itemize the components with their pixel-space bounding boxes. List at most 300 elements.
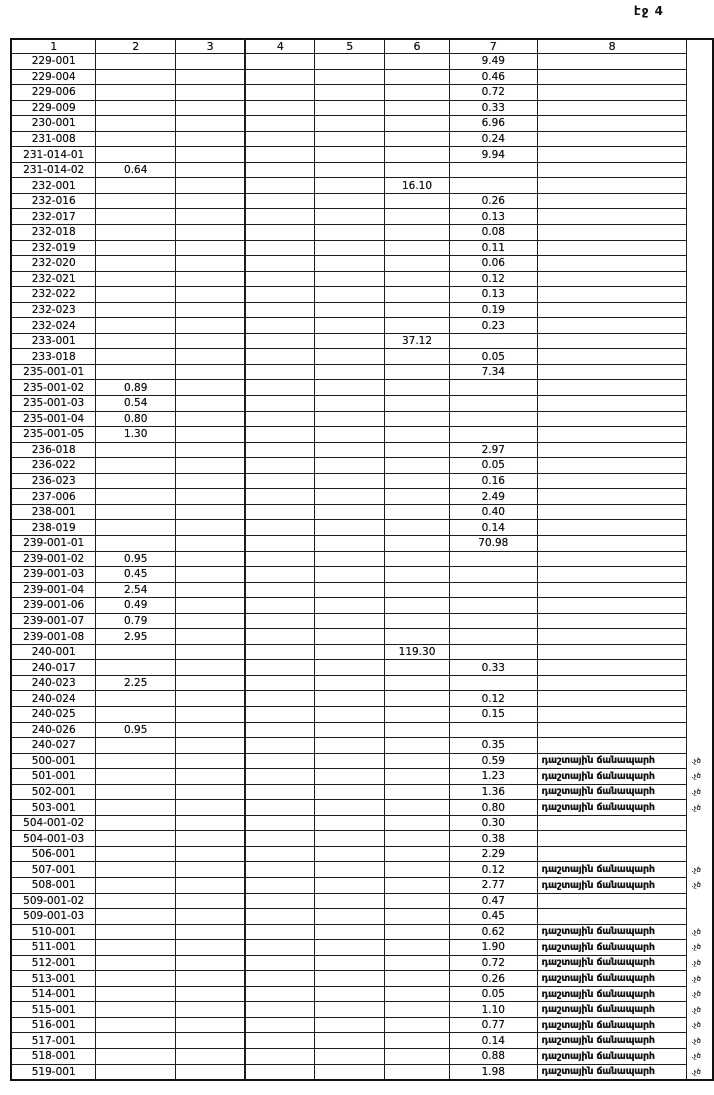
value-cell: 0.35 (449, 738, 537, 754)
margin-annotation (687, 318, 713, 334)
value-cell (385, 504, 450, 520)
value-cell (176, 738, 246, 754)
value-cell (385, 909, 450, 925)
value-cell (385, 162, 450, 178)
value-cell (385, 1064, 450, 1080)
value-cell (315, 504, 385, 520)
value-cell (449, 551, 537, 567)
parcel-code-cell: 511-001 (11, 940, 96, 956)
value-cell: 1.10 (449, 1002, 537, 1018)
value-cell (385, 722, 450, 738)
value-cell (385, 769, 450, 785)
table-row (11, 396, 713, 412)
value-cell (245, 69, 315, 85)
value-cell (315, 800, 385, 816)
value-cell: 0.12 (449, 271, 537, 287)
value-cell (176, 815, 246, 831)
parcel-code-cell: 239-001-01 (11, 535, 96, 551)
value-cell (176, 442, 246, 458)
parcel-code-cell: 231-008 (11, 131, 96, 147)
parcel-code-cell: 508-001 (11, 877, 96, 893)
margin-annotation: .չծ (691, 943, 701, 952)
value-cell: 0.79 (96, 613, 176, 629)
column-header-2: 2 (96, 39, 176, 54)
parcel-code-cell: 239-001-03 (11, 567, 96, 583)
margin-annotation (687, 69, 713, 85)
table-row (11, 178, 713, 194)
value-cell: 7.34 (449, 364, 537, 380)
margin-annotation (687, 815, 713, 831)
value-cell (385, 660, 450, 676)
value-cell (385, 396, 450, 412)
value-cell (315, 535, 385, 551)
value-cell (176, 629, 246, 645)
margin-annotation (687, 738, 713, 754)
value-cell (245, 567, 315, 583)
value-cell: 0.14 (449, 1033, 537, 1049)
value-cell (385, 613, 450, 629)
value-cell (176, 100, 246, 116)
parcel-code-cell: 236-023 (11, 473, 96, 489)
value-cell (96, 753, 176, 769)
table-row (11, 54, 713, 70)
value-cell (245, 256, 315, 272)
value-cell (385, 629, 450, 645)
value-cell: 0.08 (449, 225, 537, 241)
value-cell (245, 1002, 315, 1018)
value-cell (385, 240, 450, 256)
margin-annotation (687, 209, 713, 225)
parcel-code-cell: 235-001-02 (11, 380, 96, 396)
column-header-4: 4 (245, 39, 315, 54)
value-cell (96, 318, 176, 334)
value-cell (385, 209, 450, 225)
land-type-cell (537, 893, 687, 909)
value-cell (176, 240, 246, 256)
table-row (11, 1064, 713, 1080)
value-cell: 0.38 (449, 831, 537, 847)
margin-annotation: .չծ (691, 756, 701, 765)
margin-annotation: .չծ (691, 881, 701, 890)
table-row (11, 877, 713, 893)
value-cell (245, 349, 315, 365)
value-cell (245, 162, 315, 178)
margin-annotation (687, 520, 713, 536)
value-cell (245, 271, 315, 287)
value-cell (385, 831, 450, 847)
value-cell (315, 209, 385, 225)
value-cell: 2.77 (449, 877, 537, 893)
value-cell (315, 520, 385, 536)
value-cell: 0.06 (449, 256, 537, 272)
value-cell (176, 302, 246, 318)
margin-annotation: .չծ (691, 958, 701, 967)
value-cell (245, 722, 315, 738)
value-cell (176, 613, 246, 629)
value-cell (176, 256, 246, 272)
value-cell: 9.94 (449, 147, 537, 163)
value-cell (315, 1033, 385, 1049)
parcel-code-cell: 232-001 (11, 178, 96, 194)
value-cell (176, 349, 246, 365)
value-cell (315, 411, 385, 427)
margin-annotation (687, 256, 713, 272)
table-row (11, 209, 713, 225)
value-cell (385, 971, 450, 987)
value-cell (245, 396, 315, 412)
value-cell (315, 582, 385, 598)
land-type-cell (537, 831, 687, 847)
value-cell (385, 1049, 450, 1065)
table-row (11, 380, 713, 396)
value-cell: 0.80 (96, 411, 176, 427)
parcel-code-cell: 510-001 (11, 924, 96, 940)
parcel-code-cell: 239-001-06 (11, 598, 96, 614)
page-number-label: էջ 4 (633, 4, 664, 18)
value-cell (96, 271, 176, 287)
margin-annotation: .չծ (691, 990, 701, 999)
value-cell (385, 489, 450, 505)
land-type-cell (537, 504, 687, 520)
value-cell (96, 240, 176, 256)
value-cell (245, 691, 315, 707)
value-cell (96, 458, 176, 474)
table-row (11, 971, 713, 987)
value-cell (385, 1033, 450, 1049)
land-type-cell (537, 287, 687, 303)
value-cell: 0.16 (449, 473, 537, 489)
value-cell (245, 473, 315, 489)
value-cell (176, 940, 246, 956)
value-cell (385, 1017, 450, 1033)
value-cell: 0.72 (449, 85, 537, 101)
parcel-code-cell: 519-001 (11, 1064, 96, 1080)
margin-annotation (687, 489, 713, 505)
margin-annotation (687, 178, 713, 194)
value-cell (96, 1002, 176, 1018)
land-type-cell (537, 644, 687, 660)
value-cell (176, 769, 246, 785)
value-cell (315, 831, 385, 847)
margin-annotation (687, 644, 713, 660)
value-cell: 0.59 (449, 753, 537, 769)
land-type-cell (537, 380, 687, 396)
value-cell (176, 846, 246, 862)
value-cell (245, 675, 315, 691)
margin-annotation (687, 442, 713, 458)
value-cell (245, 986, 315, 1002)
value-cell (385, 147, 450, 163)
margin-annotation (687, 598, 713, 614)
value-cell (315, 893, 385, 909)
value-cell (385, 364, 450, 380)
value-cell: 0.62 (449, 924, 537, 940)
table-row (11, 162, 713, 178)
table-row (11, 1017, 713, 1033)
table-row (11, 271, 713, 287)
value-cell (385, 691, 450, 707)
value-cell (315, 924, 385, 940)
table-row (11, 411, 713, 427)
value-cell (176, 722, 246, 738)
land-type-cell: դաշտային ճանապարհ (537, 1064, 687, 1080)
parcel-code-cell: 239-001-02 (11, 551, 96, 567)
value-cell (96, 131, 176, 147)
value-cell (176, 877, 246, 893)
parcel-code-cell: 239-001-04 (11, 582, 96, 598)
value-cell: 0.46 (449, 69, 537, 85)
value-cell (315, 100, 385, 116)
value-cell: 2.54 (96, 582, 176, 598)
table-row (11, 489, 713, 505)
margin-annotation: .չծ (691, 1005, 701, 1014)
value-cell (385, 738, 450, 754)
value-cell: 2.25 (96, 675, 176, 691)
parcel-code-cell: 240-026 (11, 722, 96, 738)
value-cell (96, 535, 176, 551)
land-type-cell (537, 178, 687, 194)
parcel-code-cell: 231-014-02 (11, 162, 96, 178)
margin-annotation (687, 613, 713, 629)
table-row (11, 613, 713, 629)
table-row (11, 629, 713, 645)
value-cell: 0.05 (449, 349, 537, 365)
parcel-code-cell: 239-001-07 (11, 613, 96, 629)
value-cell (245, 85, 315, 101)
value-cell (245, 193, 315, 209)
value-cell (245, 535, 315, 551)
value-cell (315, 489, 385, 505)
margin-annotation (687, 85, 713, 101)
table-row (11, 706, 713, 722)
value-cell (315, 302, 385, 318)
margin-annotation (687, 162, 713, 178)
value-cell (315, 909, 385, 925)
value-cell: 1.36 (449, 784, 537, 800)
value-cell (245, 54, 315, 70)
value-cell (385, 116, 450, 132)
margin-annotation (687, 411, 713, 427)
value-cell (315, 862, 385, 878)
value-cell (96, 738, 176, 754)
value-cell (385, 100, 450, 116)
table-row (11, 85, 713, 101)
parcel-code-cell: 507-001 (11, 862, 96, 878)
value-cell (96, 489, 176, 505)
margin-annotation (687, 691, 713, 707)
value-cell (96, 504, 176, 520)
value-cell (315, 256, 385, 272)
value-cell (96, 1017, 176, 1033)
value-cell (245, 862, 315, 878)
parcel-code-cell: 233-001 (11, 333, 96, 349)
margin-annotation: .չծ (691, 974, 701, 983)
parcel-code-cell: 509-001-03 (11, 909, 96, 925)
value-cell (315, 85, 385, 101)
land-type-cell (537, 815, 687, 831)
parcel-code-cell: 232-017 (11, 209, 96, 225)
table-row (11, 815, 713, 831)
value-cell (245, 924, 315, 940)
value-cell (385, 551, 450, 567)
value-cell: 2.29 (449, 846, 537, 862)
margin-annotation (687, 909, 713, 925)
table-row (11, 955, 713, 971)
land-type-cell (537, 256, 687, 272)
value-cell (96, 893, 176, 909)
land-type-cell (537, 240, 687, 256)
land-type-cell (537, 162, 687, 178)
value-cell (315, 442, 385, 458)
parcel-code-cell: 233-018 (11, 349, 96, 365)
parcel-code-cell: 509-001-02 (11, 893, 96, 909)
parcel-code-cell: 232-020 (11, 256, 96, 272)
column-header-8: 8 (537, 39, 687, 54)
value-cell (176, 971, 246, 987)
value-cell (96, 831, 176, 847)
value-cell (245, 240, 315, 256)
table-row (11, 1002, 713, 1018)
value-cell: 0.13 (449, 287, 537, 303)
value-cell (245, 302, 315, 318)
table-row (11, 769, 713, 785)
value-cell (176, 1033, 246, 1049)
land-type-cell: դաշտային ճանապարհ (537, 769, 687, 785)
value-cell (176, 598, 246, 614)
table-row (11, 458, 713, 474)
table-row (11, 131, 713, 147)
value-cell: 16.10 (385, 178, 450, 194)
value-cell (449, 567, 537, 583)
value-cell: 0.47 (449, 893, 537, 909)
value-cell (176, 318, 246, 334)
margin-annotation (687, 302, 713, 318)
value-cell (385, 800, 450, 816)
value-cell (315, 675, 385, 691)
value-cell (245, 333, 315, 349)
value-cell (245, 380, 315, 396)
margin-annotation (687, 54, 713, 70)
value-cell (96, 364, 176, 380)
value-cell (315, 971, 385, 987)
table-row (11, 582, 713, 598)
value-cell (176, 831, 246, 847)
value-cell (245, 551, 315, 567)
value-cell (315, 54, 385, 70)
land-type-cell (537, 302, 687, 318)
land-type-cell (537, 473, 687, 489)
value-cell (245, 893, 315, 909)
value-cell: 0.45 (96, 567, 176, 583)
value-cell (315, 691, 385, 707)
value-cell (315, 427, 385, 443)
value-cell (385, 986, 450, 1002)
value-cell (96, 769, 176, 785)
table-row (11, 784, 713, 800)
parcel-code-cell: 229-006 (11, 85, 96, 101)
value-cell: 0.13 (449, 209, 537, 225)
parcel-code-cell: 240-023 (11, 675, 96, 691)
value-cell (385, 862, 450, 878)
margin-annotation (687, 582, 713, 598)
land-type-cell (537, 85, 687, 101)
value-cell (385, 846, 450, 862)
land-parcel-table (10, 38, 714, 1081)
land-type-cell (537, 675, 687, 691)
table-row (11, 831, 713, 847)
value-cell: 0.89 (96, 380, 176, 396)
value-cell (315, 1017, 385, 1033)
value-cell (245, 706, 315, 722)
parcel-code-cell: 240-017 (11, 660, 96, 676)
value-cell (315, 318, 385, 334)
land-type-cell (537, 909, 687, 925)
value-cell (315, 225, 385, 241)
value-cell: 0.88 (449, 1049, 537, 1065)
margin-annotation (687, 473, 713, 489)
value-cell (449, 178, 537, 194)
margin-annotation (687, 458, 713, 474)
value-cell (245, 1064, 315, 1080)
value-cell: 0.26 (449, 193, 537, 209)
value-cell (385, 85, 450, 101)
value-cell (315, 458, 385, 474)
value-cell (96, 644, 176, 660)
margin-annotation (687, 567, 713, 583)
value-cell (315, 333, 385, 349)
value-cell: 0.26 (449, 971, 537, 987)
value-cell (176, 473, 246, 489)
parcel-code-cell: 232-018 (11, 225, 96, 241)
table-row (11, 193, 713, 209)
parcel-code-cell: 239-001-08 (11, 629, 96, 645)
parcel-code-cell: 232-023 (11, 302, 96, 318)
value-cell (385, 940, 450, 956)
margin-annotation (687, 535, 713, 551)
value-cell (96, 706, 176, 722)
value-cell (176, 209, 246, 225)
margin-annotation (687, 131, 713, 147)
value-cell (245, 815, 315, 831)
value-cell (315, 1049, 385, 1065)
value-cell: 1.90 (449, 940, 537, 956)
column-header-6: 6 (385, 39, 450, 54)
margin-annotation (687, 831, 713, 847)
value-cell (385, 271, 450, 287)
parcel-code-cell: 229-001 (11, 54, 96, 70)
table-row (11, 893, 713, 909)
parcel-code-cell: 235-001-01 (11, 364, 96, 380)
value-cell (245, 209, 315, 225)
value-cell (96, 1064, 176, 1080)
value-cell (96, 940, 176, 956)
land-type-cell: դաշտային ճանապարհ (537, 1033, 687, 1049)
value-cell (385, 955, 450, 971)
value-cell (245, 738, 315, 754)
value-cell (385, 349, 450, 365)
margin-annotation (687, 893, 713, 909)
value-cell (176, 1049, 246, 1065)
land-type-cell (537, 54, 687, 70)
margin-annotation: .չծ (691, 803, 701, 812)
value-cell (245, 458, 315, 474)
land-type-cell: դաշտային ճանապարհ (537, 1017, 687, 1033)
value-cell (245, 100, 315, 116)
value-cell (245, 753, 315, 769)
value-cell: 0.33 (449, 660, 537, 676)
land-type-cell (537, 364, 687, 380)
column-header-1: 1 (11, 39, 96, 54)
